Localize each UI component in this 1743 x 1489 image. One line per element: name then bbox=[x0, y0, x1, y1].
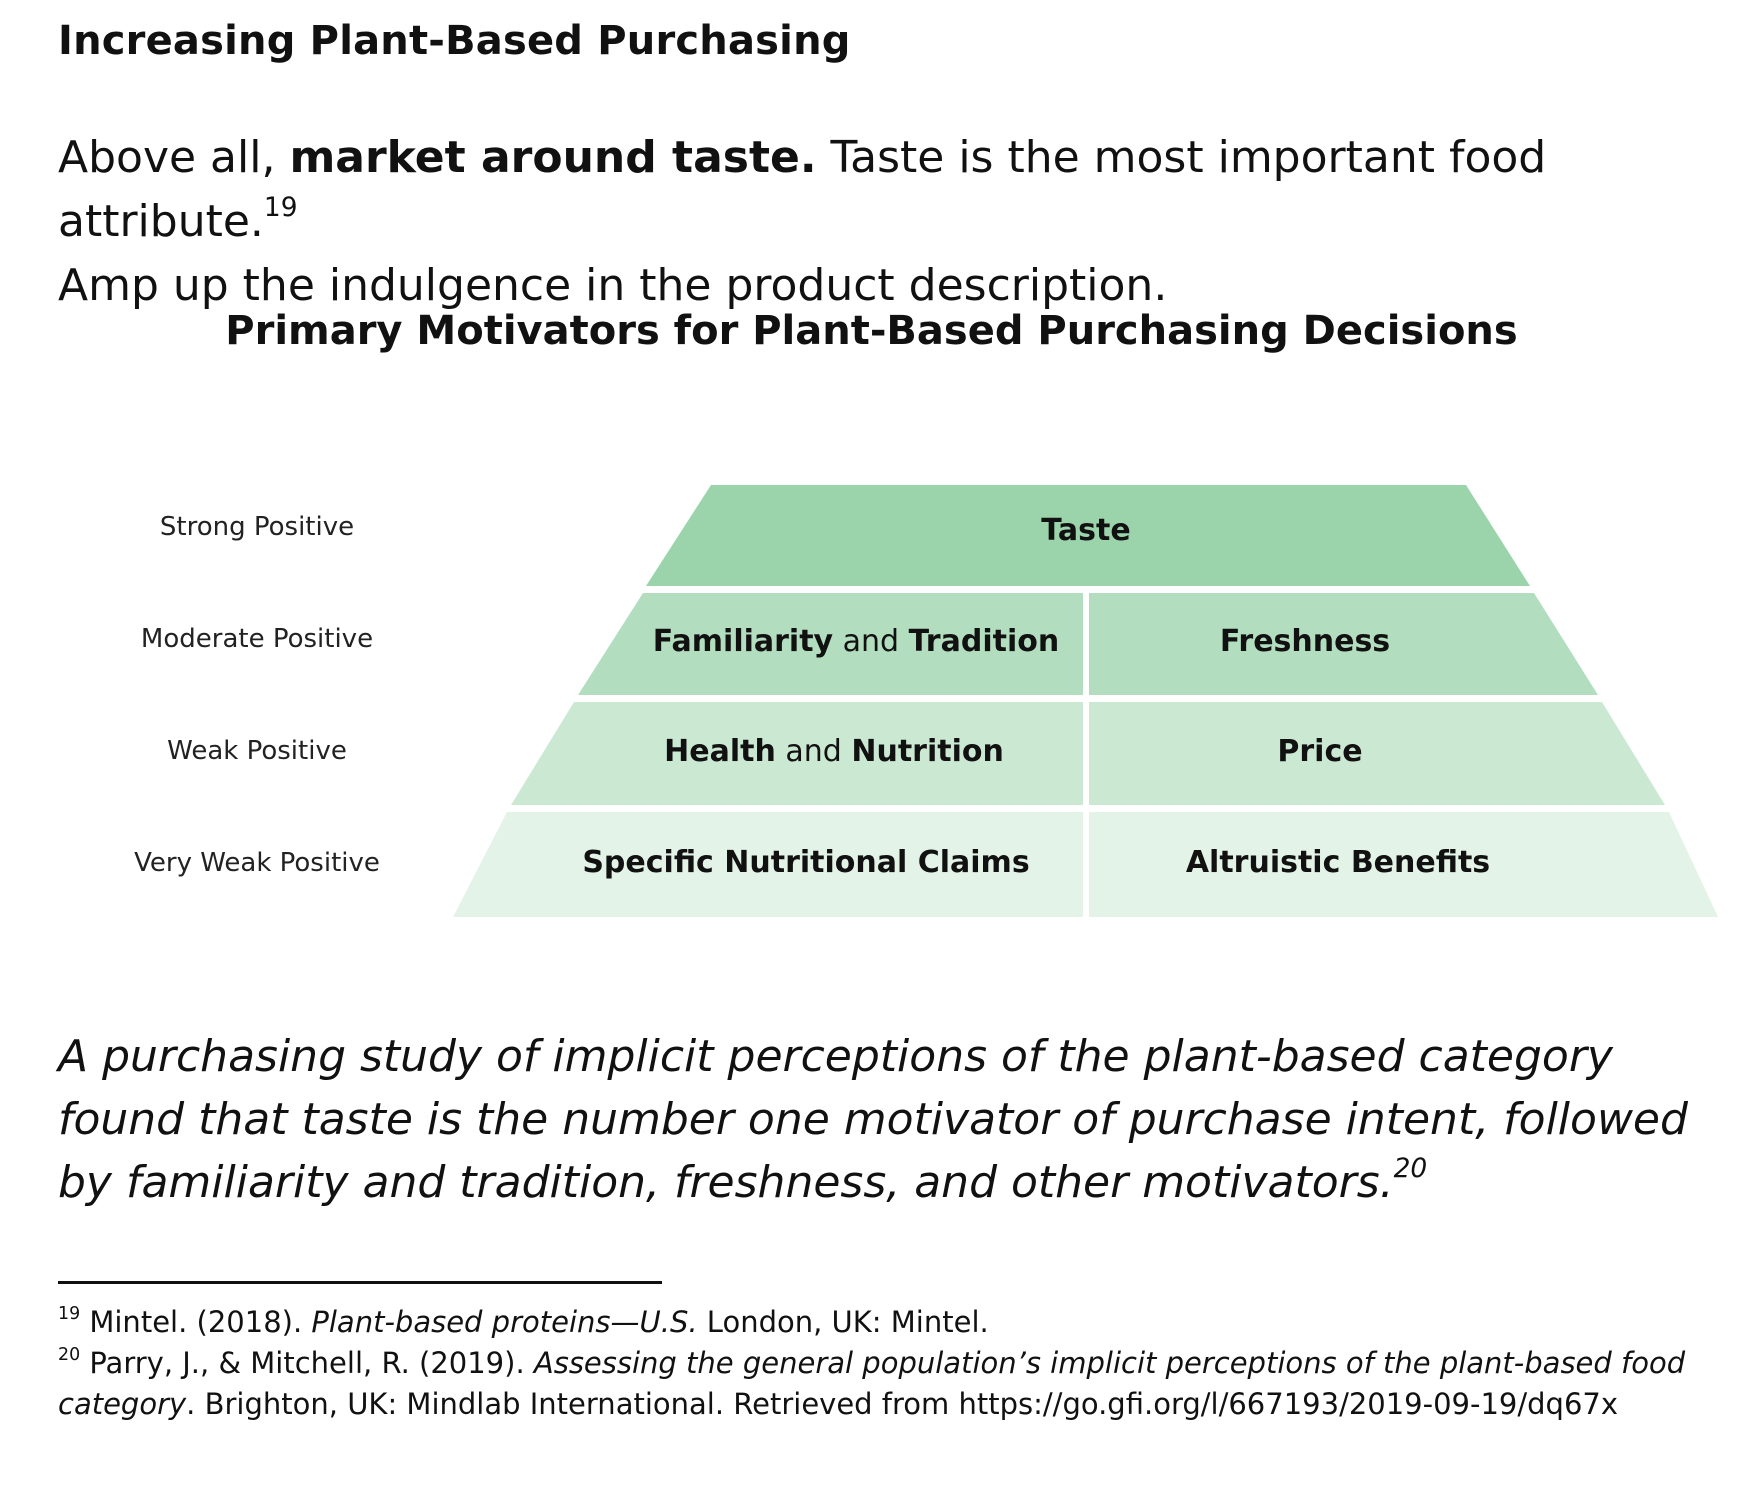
tier-part: Tradition bbox=[908, 624, 1060, 659]
level-label-moderate: Moderate Positive bbox=[140, 624, 374, 654]
tier-altruistic-benefits: Altruistic Benefits bbox=[1185, 845, 1491, 880]
footnote-title: Plant-based proteins—U.S. bbox=[311, 1305, 698, 1339]
footnote-number: 19 bbox=[58, 1303, 81, 1324]
study-paragraph bbox=[58, 1025, 1718, 1214]
footnote-19 bbox=[58, 1302, 1718, 1343]
column-divider bbox=[1083, 593, 1089, 917]
footnote-text[interactable]: . Brighton, UK: Mindlab International. Retrieved from https://go.gfi.org/l/667193/2019-09-19/dq67x bbox=[186, 1387, 1619, 1421]
study-text: A purchasing study of implicit perceptions of the plant-based category found that taste is the number one motivator of purchase intent, followed by familiarity and tradition, freshness, and other motivators. bbox=[58, 1031, 1688, 1208]
footnotes bbox=[58, 1302, 1718, 1425]
tier-specific-nutritional-claims: Specific Nutritional Claims bbox=[582, 845, 1030, 880]
level-label-very-weak: Very Weak Positive bbox=[134, 848, 380, 878]
tier-freshness: Freshness bbox=[1219, 624, 1391, 659]
tier-conj: and bbox=[833, 624, 909, 659]
tier-familiarity-tradition bbox=[653, 624, 1059, 659]
page-heading: Increasing Plant-Based Purchasing bbox=[58, 18, 851, 64]
footnote-title: Assessing the general population’s implicit perceptions of the plant-based food category bbox=[58, 1346, 1686, 1421]
diagram-title: Primary Motivators for Plant-Based Purchasing Decisions bbox=[225, 308, 1518, 354]
intro-line2: Amp up the indulgence in the product description. bbox=[58, 260, 1168, 311]
intro-post: Taste is the most important food attribute. bbox=[58, 132, 1547, 247]
footnote-text: Parry, J., & Mitchell, R. (2019). bbox=[80, 1346, 534, 1380]
tier-health-nutrition bbox=[664, 734, 1004, 769]
level-label-strong: Strong Positive bbox=[159, 512, 355, 542]
footnote-ref-19[interactable]: 19 bbox=[263, 192, 298, 224]
tier-conj: and bbox=[775, 734, 852, 769]
footnote-text: Mintel. (2018). bbox=[80, 1305, 312, 1339]
tier-part: Nutrition bbox=[851, 734, 1004, 769]
level-label-weak: Weak Positive bbox=[167, 736, 347, 766]
footnote-ref-20[interactable]: 20 bbox=[1393, 1153, 1428, 1185]
intro-pre: Above all, bbox=[58, 132, 290, 183]
footnote-20 bbox=[58, 1343, 1718, 1425]
footnote-text: London, UK: Mintel. bbox=[697, 1305, 989, 1339]
tier-price: Price bbox=[1277, 734, 1363, 769]
tier-part: Familiarity bbox=[652, 624, 834, 659]
footnote-number: 20 bbox=[58, 1344, 81, 1365]
footnote-separator bbox=[58, 1281, 662, 1284]
tier-taste: Taste bbox=[1041, 513, 1131, 548]
tier-part: Health bbox=[664, 734, 776, 769]
intro-bold: market around taste. bbox=[289, 132, 817, 183]
